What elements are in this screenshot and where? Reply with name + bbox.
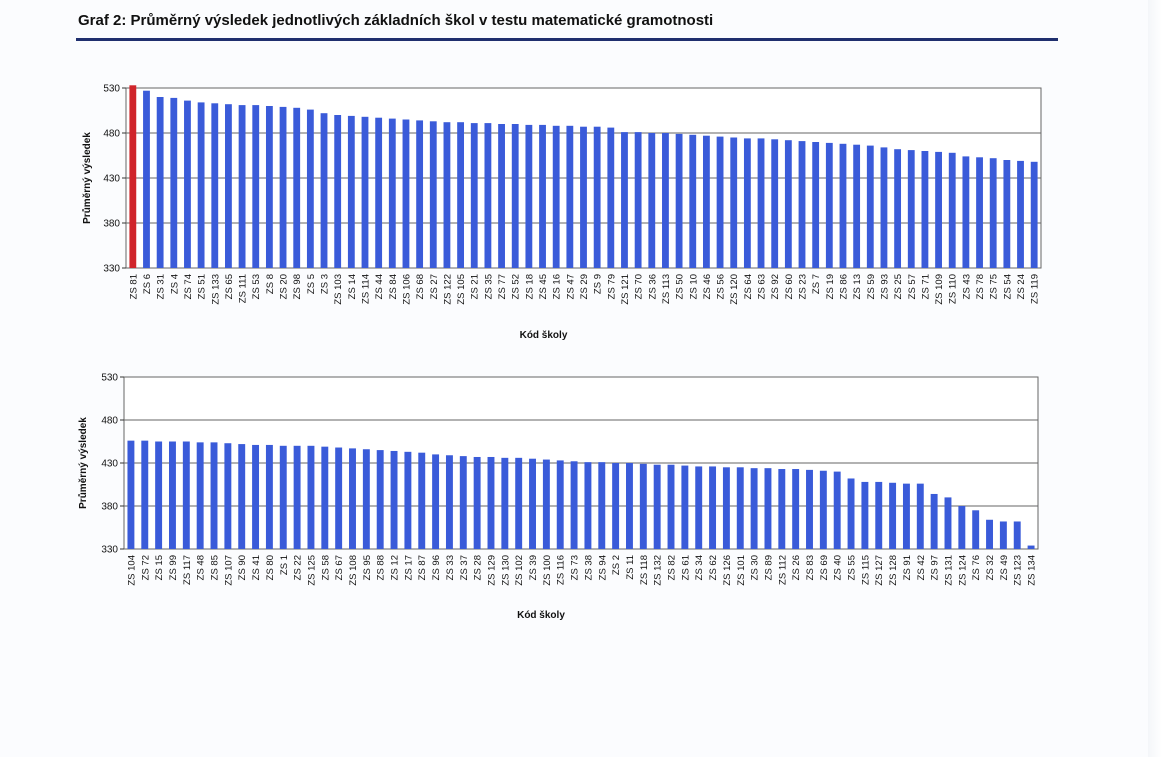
x-tick-label: ZS 131 (943, 555, 955, 586)
bar-zs-110 (949, 153, 956, 268)
y-tick-label: 480 (101, 415, 118, 427)
x-tick-label: ZS 95 (361, 555, 373, 581)
bar-zs-108 (349, 448, 356, 549)
x-tick-label: ZS 85 (209, 555, 221, 581)
x-tick-label: ZS 88 (375, 555, 387, 581)
bar-zs-61 (681, 466, 688, 549)
x-tick-label: ZS 14 (346, 274, 358, 300)
bar-zs-59 (867, 146, 874, 268)
bar-zs-25 (894, 149, 901, 268)
bar-zs-134 (1028, 546, 1035, 549)
x-tick-label: ZS 119 (1029, 274, 1041, 304)
bar-zs-100 (543, 460, 550, 549)
x-tick-label: ZS 69 (818, 555, 830, 581)
x-tick-label: ZS 2 (611, 555, 623, 576)
x-tick-label: ZS 47 (565, 274, 577, 300)
bar-zs-11 (626, 463, 633, 549)
x-tick-label: ZS 52 (510, 274, 522, 300)
bar-zs-39 (529, 459, 536, 549)
bar-zs-78 (976, 157, 983, 268)
x-tick-label: ZS 13 (852, 274, 864, 300)
x-tick-label: ZS 127 (874, 555, 886, 586)
x-tick-label: ZS 25 (893, 274, 905, 300)
bar-zs-29 (580, 127, 587, 268)
x-tick-label: ZS 89 (763, 555, 775, 581)
x-tick-label: ZS 8 (264, 274, 276, 295)
bar-zs-98 (293, 108, 300, 268)
y-axis-title: Průměrný výsledek (82, 132, 93, 224)
bar-zs-47 (566, 126, 573, 268)
x-tick-label: ZS 108 (348, 555, 359, 586)
bar-zs-34 (695, 466, 702, 549)
x-tick-label: ZS 70 (633, 274, 645, 300)
bar-zs-26 (792, 469, 799, 549)
bar-zs-64 (744, 138, 751, 268)
x-tick-label: ZS 97 (929, 555, 941, 581)
bar-zs-132 (654, 465, 661, 549)
bar-zs-5 (307, 110, 314, 268)
bar-zs-112 (778, 469, 785, 549)
bar-zs-6 (143, 91, 150, 268)
x-tick-label: ZS 106 (401, 274, 413, 305)
bar-zs-19 (826, 143, 833, 268)
bar-zs-57 (908, 150, 915, 268)
bar-zs-76 (972, 510, 979, 549)
x-axis-title: Kód školy (517, 610, 565, 621)
x-tick-label: ZS 60 (783, 274, 795, 300)
bar-zs-52 (512, 124, 519, 268)
x-tick-label: ZS 107 (223, 555, 235, 586)
bar-zs-3 (321, 113, 328, 268)
x-tick-label: ZS 24 (1016, 274, 1028, 300)
x-tick-label: ZS 39 (528, 555, 540, 581)
x-tick-label: ZS 61 (680, 555, 692, 581)
x-tick-label: ZS 120 (729, 274, 741, 305)
x-tick-label: ZS 126 (721, 555, 733, 586)
x-tick-label: ZS 49 (998, 555, 1010, 581)
bar-zs-17 (404, 452, 411, 549)
bar-zs-79 (607, 128, 614, 268)
x-tick-label: ZS 55 (846, 555, 858, 581)
x-tick-label: ZS 58 (320, 555, 332, 581)
x-tick-label: ZS 109 (934, 274, 946, 305)
x-tick-label: ZS 43 (961, 274, 973, 300)
x-tick-label: ZS 91 (901, 555, 913, 581)
bar-zs-62 (709, 466, 716, 549)
bar-zs-106 (403, 120, 410, 269)
x-tick-label: ZS 35 (483, 274, 495, 300)
x-tick-label: ZS 46 (701, 274, 713, 300)
bar-zs-93 (881, 147, 888, 268)
x-tick-label: ZS 11 (624, 555, 636, 580)
x-tick-label: ZS 22 (292, 555, 304, 581)
x-tick-label: ZS 130 (500, 555, 512, 586)
x-tick-label: ZS 64 (742, 274, 754, 300)
bar-zs-102 (515, 458, 522, 549)
y-tick-label: 430 (103, 173, 120, 185)
bar-zs-80 (266, 445, 273, 549)
x-tick-label: ZS 44 (374, 274, 386, 300)
bar-zs-107 (224, 443, 231, 549)
x-tick-label: ZS 68 (415, 274, 427, 300)
bar-zs-128 (889, 483, 896, 549)
x-tick-label: ZS 83 (805, 555, 816, 581)
bar-zs-23 (799, 141, 806, 268)
bar-zs-70 (635, 132, 642, 268)
bar-zs-94 (598, 462, 605, 549)
x-tick-label: ZS 67 (334, 555, 346, 581)
bar-zs-90 (238, 444, 245, 549)
bar-zs-68 (416, 120, 423, 268)
y-tick-label: 480 (103, 128, 120, 140)
x-tick-label: ZS 82 (666, 555, 678, 581)
x-tick-label: ZS 37 (458, 555, 470, 581)
bar-chart-bottom (0, 360, 1060, 630)
x-tick-label: ZS 86 (838, 274, 850, 300)
x-tick-label: ZS 133 (210, 274, 222, 305)
bar-zs-88 (377, 450, 384, 549)
page-title: Graf 2: Průměrný výsledek jednotlivých základních škol v testu matematické gramotnosti (78, 12, 714, 29)
x-tick-label: ZS 105 (456, 274, 468, 305)
x-tick-label: ZS 38 (583, 555, 595, 581)
x-tick-label: ZS 134 (1026, 555, 1038, 586)
bar-zs-91 (903, 484, 910, 549)
x-tick-label: ZS 77 (497, 274, 509, 300)
bar-zs-60 (785, 140, 792, 268)
bar-zs-9 (594, 127, 601, 268)
x-tick-label: ZS 56 (715, 274, 727, 300)
bar-zs-8 (266, 106, 273, 268)
bar-zs-104 (127, 441, 134, 549)
x-tick-label: ZS 117 (181, 555, 193, 585)
y-axis-title: Průměrný výsledek (78, 417, 89, 509)
x-tick-label: ZS 96 (431, 555, 443, 581)
x-tick-label: ZS 33 (444, 555, 456, 581)
bar-zs-89 (764, 468, 771, 549)
bar-zs-56 (717, 137, 724, 268)
x-tick-label: ZS 93 (879, 274, 891, 300)
bar-zs-101 (737, 467, 744, 549)
bar-zs-48 (197, 442, 204, 549)
x-tick-label: ZS 15 (154, 555, 166, 581)
x-tick-label: ZS 78 (975, 274, 987, 300)
x-tick-label: ZS 76 (971, 555, 983, 581)
x-tick-label: ZS 74 (182, 274, 194, 300)
bar-zs-45 (539, 125, 546, 268)
bar-zs-97 (931, 494, 938, 549)
bar-zs-77 (498, 124, 505, 268)
x-tick-label: ZS 45 (538, 274, 550, 300)
bar-zs-81 (129, 85, 136, 268)
bar-zs-117 (183, 442, 190, 550)
bar-zs-86 (840, 144, 847, 268)
bar-zs-69 (820, 471, 827, 549)
x-tick-label: ZS 84 (387, 274, 399, 300)
bar-zs-84 (389, 119, 396, 268)
bar-zs-31 (157, 97, 164, 268)
bar-zs-96 (432, 454, 439, 549)
bar-zs-103 (334, 115, 341, 268)
bar-zs-38 (584, 462, 591, 549)
bar-zs-67 (335, 448, 342, 549)
x-tick-label: ZS 71 (920, 274, 932, 300)
bar-zs-85 (211, 442, 218, 549)
x-tick-label: ZS 9 (592, 274, 604, 295)
x-tick-label: ZS 50 (674, 274, 686, 300)
x-tick-label: ZS 65 (223, 274, 235, 300)
x-tick-label: ZS 48 (195, 555, 207, 581)
bar-zs-82 (668, 465, 675, 549)
bar-zs-12 (391, 451, 398, 549)
x-tick-label: ZS 81 (128, 274, 140, 300)
x-tick-label: ZS 12 (389, 555, 401, 581)
y-tick-label: 380 (101, 501, 118, 513)
y-tick-label: 530 (101, 372, 118, 384)
bar-zs-75 (990, 158, 997, 268)
bar-zs-14 (348, 116, 355, 268)
bar-zs-27 (430, 121, 437, 268)
x-tick-label: ZS 99 (167, 555, 179, 581)
x-axis-title: Kód školy (519, 330, 568, 341)
x-tick-label: ZS 53 (251, 274, 263, 300)
bar-zs-18 (525, 125, 532, 268)
x-tick-label: ZS 1 (278, 555, 290, 576)
x-tick-label: ZS 27 (428, 274, 440, 300)
x-tick-label: ZS 98 (292, 274, 304, 300)
bar-zs-127 (875, 482, 882, 549)
x-tick-label: ZS 32 (985, 555, 997, 581)
bar-zs-28 (474, 457, 481, 549)
x-tick-label: ZS 94 (597, 555, 609, 581)
bar-zs-71 (922, 151, 929, 268)
x-tick-label: ZS 16 (551, 274, 563, 300)
x-tick-label: ZS 18 (524, 274, 536, 300)
title-rule (76, 38, 1058, 41)
bar-zs-111 (239, 105, 246, 268)
x-tick-label: ZS 42 (915, 555, 927, 581)
x-tick-label: ZS 40 (832, 555, 844, 581)
bar-zs-122 (444, 122, 451, 268)
bar-zs-32 (986, 520, 993, 549)
bar-zs-113 (662, 133, 669, 268)
bar-zs-130 (501, 458, 508, 549)
bar-zs-37 (460, 456, 467, 549)
bar-zs-40 (834, 472, 841, 549)
bar-zs-124 (958, 506, 965, 549)
x-tick-label: ZS 92 (770, 274, 782, 300)
bar-zs-42 (917, 484, 924, 549)
bar-zs-74 (184, 101, 191, 268)
x-tick-label: ZS 7 (811, 274, 823, 295)
y-tick-label: 330 (103, 263, 120, 275)
bar-zs-87 (418, 453, 425, 549)
x-tick-label: ZS 100 (541, 555, 553, 586)
x-tick-label: ZS 5 (305, 274, 317, 295)
bar-zs-95 (363, 449, 370, 549)
bar-zs-21 (471, 123, 478, 268)
x-tick-label: ZS 101 (735, 555, 747, 586)
bar-zs-83 (806, 470, 813, 549)
x-tick-label: ZS 112 (777, 555, 789, 585)
bar-zs-7 (812, 142, 819, 268)
bar-zs-50 (676, 134, 683, 268)
bar-zs-99 (169, 442, 176, 550)
bar-zs-41 (252, 445, 259, 549)
bar-zs-16 (553, 126, 560, 268)
x-tick-label: ZS 4 (169, 274, 181, 295)
x-tick-label: ZS 124 (957, 555, 969, 586)
bar-zs-72 (141, 441, 148, 549)
bar-zs-43 (962, 156, 969, 268)
x-tick-label: ZS 34 (694, 555, 706, 581)
bar-zs-20 (280, 107, 287, 268)
bar-zs-63 (758, 138, 765, 268)
bar-zs-133 (211, 103, 218, 268)
x-tick-label: ZS 87 (417, 555, 429, 581)
bar-zs-126 (723, 467, 730, 549)
x-tick-label: ZS 121 (619, 274, 631, 305)
bar-zs-2 (612, 463, 619, 549)
x-tick-label: ZS 102 (514, 555, 526, 586)
x-tick-label: ZS 125 (306, 555, 318, 586)
x-tick-label: ZS 23 (797, 274, 809, 300)
x-tick-label: ZS 30 (749, 555, 761, 581)
bar-zs-15 (155, 442, 162, 550)
bar-zs-36 (648, 133, 655, 268)
bar-zs-4 (170, 98, 177, 268)
bar-zs-51 (198, 102, 205, 268)
y-tick-label: 330 (101, 544, 118, 556)
x-tick-label: ZS 51 (196, 274, 208, 300)
bar-zs-119 (1031, 162, 1038, 268)
bar-zs-114 (362, 117, 369, 268)
x-tick-label: ZS 129 (486, 555, 498, 586)
bar-zs-35 (484, 123, 491, 268)
bar-chart-top (0, 70, 1060, 350)
bar-zs-54 (1003, 160, 1010, 268)
x-tick-label: ZS 6 (141, 274, 153, 295)
x-tick-label: ZS 19 (824, 274, 836, 300)
x-tick-label: ZS 26 (791, 555, 803, 581)
bar-zs-44 (375, 118, 382, 268)
x-tick-label: ZS 113 (660, 274, 672, 304)
bar-zs-58 (321, 447, 328, 549)
bar-zs-123 (1014, 521, 1021, 549)
x-tick-label: ZS 10 (688, 274, 700, 300)
bar-zs-121 (621, 132, 628, 268)
bar-zs-55 (848, 478, 855, 549)
x-tick-label: ZS 115 (860, 555, 872, 585)
x-tick-label: ZS 21 (469, 274, 481, 300)
bar-zs-65 (225, 104, 232, 268)
x-tick-label: ZS 31 (155, 274, 167, 300)
y-tick-label: 530 (103, 83, 120, 95)
x-tick-label: ZS 73 (569, 555, 581, 581)
x-tick-label: ZS 114 (360, 274, 372, 304)
x-tick-label: ZS 118 (638, 555, 650, 585)
bar-zs-49 (1000, 521, 1007, 549)
x-tick-label: ZS 122 (442, 274, 454, 305)
bar-zs-118 (640, 464, 647, 549)
x-tick-label: ZS 79 (606, 274, 618, 300)
x-tick-label: ZS 63 (756, 274, 768, 300)
bar-zs-46 (703, 136, 710, 268)
x-tick-label: ZS 28 (472, 555, 484, 581)
x-tick-label: ZS 128 (888, 555, 900, 586)
x-tick-label: ZS 75 (988, 274, 1000, 300)
x-tick-label: ZS 59 (865, 274, 877, 300)
x-tick-label: ZS 54 (1002, 274, 1014, 300)
bar-zs-10 (689, 135, 696, 268)
x-tick-label: ZS 29 (579, 274, 590, 300)
x-tick-label: ZS 104 (126, 555, 138, 586)
x-tick-label: ZS 3 (319, 274, 331, 295)
bar-zs-53 (252, 105, 259, 268)
y-tick-label: 380 (103, 218, 120, 230)
x-tick-label: ZS 90 (237, 555, 249, 581)
bar-zs-24 (1017, 161, 1024, 268)
x-tick-label: ZS 80 (264, 555, 276, 581)
bar-zs-120 (730, 138, 737, 269)
x-tick-label: ZS 41 (251, 555, 263, 581)
x-tick-label: ZS 62 (708, 555, 720, 581)
scan-edge (1148, 0, 1162, 757)
x-tick-label: ZS 17 (403, 555, 415, 581)
x-tick-label: ZS 103 (333, 274, 345, 305)
bar-zs-131 (945, 497, 952, 549)
bar-zs-125 (307, 446, 314, 549)
bar-zs-129 (488, 457, 495, 549)
bar-zs-73 (571, 461, 578, 549)
x-tick-label: ZS 116 (555, 555, 567, 585)
x-tick-label: ZS 57 (906, 274, 918, 300)
x-tick-label: ZS 20 (278, 274, 290, 300)
bar-zs-1 (280, 446, 287, 549)
bar-zs-115 (861, 482, 868, 549)
x-tick-label: ZS 132 (652, 555, 664, 586)
bar-zs-30 (751, 468, 758, 549)
bar-zs-116 (557, 460, 564, 549)
x-tick-label: ZS 111 (237, 274, 249, 304)
bar-zs-109 (935, 152, 942, 268)
bar-zs-105 (457, 122, 464, 268)
bar-zs-22 (294, 446, 301, 549)
bar-zs-13 (853, 145, 860, 268)
x-tick-label: ZS 123 (1012, 555, 1024, 586)
x-tick-label: ZS 110 (947, 274, 959, 304)
bar-zs-33 (446, 455, 453, 549)
bar-zs-92 (771, 139, 778, 268)
y-tick-label: 430 (101, 458, 118, 470)
x-tick-label: ZS 72 (140, 555, 152, 581)
x-tick-label: ZS 36 (647, 274, 659, 300)
